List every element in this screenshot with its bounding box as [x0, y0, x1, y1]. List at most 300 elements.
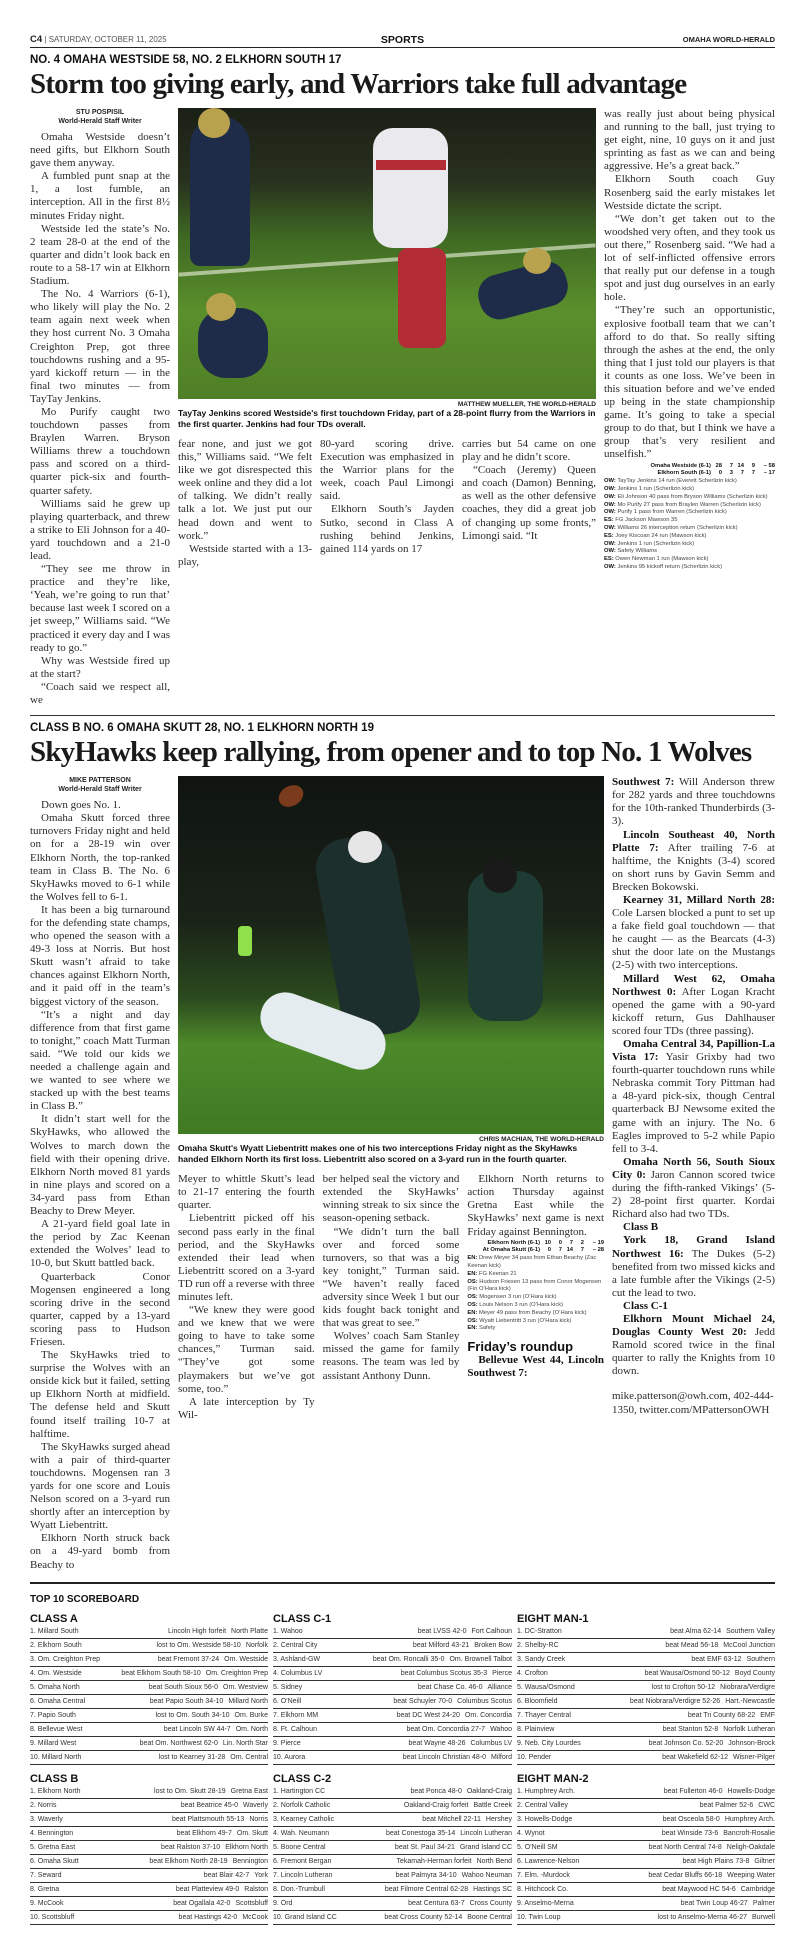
scoreboard-row [273, 1625, 512, 1639]
team: 8. Plainview [517, 1725, 555, 1733]
next-opponent: McCook [242, 1913, 268, 1921]
team: 7. Thayer Central [517, 1711, 571, 1719]
article1-byline [30, 108, 170, 126]
quarter-score: 0 [718, 470, 722, 477]
next-opponent: Niobrara/Verdigre [720, 1683, 775, 1691]
scoreboard-row [517, 1639, 775, 1653]
team: 6. Lawrence-Nelson [517, 1857, 580, 1865]
next-opponent: Wahoo [490, 1725, 512, 1733]
roundup-lead: Kearney 31, Millard North 28: [623, 893, 775, 906]
roundup-item [612, 894, 775, 973]
result: beat North Central 74-8 [648, 1843, 722, 1851]
scoreboard-row [30, 1841, 268, 1855]
result: beat Om. Roncalli 35-0 [372, 1655, 445, 1663]
result: beat High Plains 73-8 [682, 1857, 750, 1865]
scoring-play [604, 502, 775, 510]
next-opponent: Wahoo Neuman [461, 1871, 512, 1879]
paragraph: carries but 54 came on one play and he didn’t score. [462, 438, 596, 464]
next-opponent: Om. Westview [223, 1683, 268, 1691]
scoreboard-row [30, 1723, 268, 1737]
scoreboard-row [30, 1827, 268, 1841]
quarter-score: 7 [580, 1247, 585, 1254]
team-name: Elkhorn North (6-1) [487, 1239, 541, 1246]
scoreboard-row [273, 1737, 512, 1751]
next-opponent: Hart.-Newcastle [725, 1697, 775, 1705]
play-text: Safety [478, 1325, 496, 1332]
team: 9. Millard West [30, 1739, 77, 1747]
result: beat Palmyra 34-10 [395, 1871, 457, 1879]
scoring-play [604, 486, 775, 494]
paragraph: It didn’t start well for the SkyHawks, who allowed the Wolves to march down the field with their opening drive. Elkhorn North moved 81 yards in nine plays and scored on a 34-yard pass from Ethan Beachy to Drew Meyer. [30, 1113, 170, 1218]
next-opponent: Southern [746, 1655, 775, 1663]
scoreboard-row [517, 1827, 775, 1841]
roundup-text: Jedd Ramold scored twice in the final quarter to rally the Knights from 10 down. [612, 1326, 775, 1378]
result: beat LVSS 42-0 [417, 1627, 467, 1635]
team-code: EN: [467, 1270, 478, 1277]
play-text: Drew Meyer 34 pass from Ethan Beachy (Zac Keenan kick) [467, 1255, 597, 1269]
next-opponent: Bancroft-Rosalie [723, 1829, 775, 1837]
next-opponent: Millard North [228, 1697, 268, 1705]
scoring-play [604, 533, 775, 541]
article1-headline: Storm too giving early, and Warriors take full advantage [30, 68, 687, 100]
next-opponent: Southern Valley [726, 1627, 775, 1635]
next-opponent: Om. Creighton Prep [205, 1669, 268, 1677]
team: 4. Wah. Neumann [273, 1829, 330, 1837]
quarter-score: 7 [751, 470, 755, 477]
scoreboard-row [517, 1883, 775, 1897]
scoreboard-row [273, 1723, 512, 1737]
scoring-play [604, 548, 775, 556]
result: beat Columbus Scotus 35-3 [400, 1669, 488, 1677]
scoreboard-row [30, 1639, 268, 1653]
roundup-text: Will Anderson threw for 282 yards and three touchdowns for the 10th-ranked Thunderbirds (3-3). [612, 776, 775, 828]
paragraph: The SkyHawks tried to surprise the Wolves with an onside kick but it failed, setting up Elkhorn North at midfield. The defense held and Skutt found itself trailing 10-7 at halftime. [30, 1349, 170, 1440]
next-opponent: Alliance [487, 1683, 512, 1691]
scoreboard-row [30, 1813, 268, 1827]
paragraph: It has been a big turnaround for the defending state champs, who opened the season with a 49-3 loss at Norris. But host Skutt wasn’t afraid to take chances against Elkhorn North, and it paid off in the team’s biggest victory of the season. [30, 903, 170, 1008]
team: 9. Neb. City Lourdes [517, 1739, 581, 1747]
article2-col-3 [467, 1173, 604, 1422]
scoreboard-row [517, 1723, 775, 1737]
quarter-score: 2 [580, 1239, 585, 1246]
team: 5. Wausa/Osmond [517, 1683, 575, 1691]
team: 10. Scottsbluff [30, 1913, 75, 1921]
article1-kicker: NO. 4 OMAHA WESTSIDE 58, NO. 2 ELKHORN SOUTH 17 [30, 54, 342, 66]
scoreboard-row [30, 1737, 268, 1751]
spacer [30, 1765, 268, 1771]
scoreboard-row [30, 1653, 268, 1667]
scoreboard-row [30, 1709, 268, 1723]
scoreboard-row [517, 1625, 775, 1639]
article1-lower-columns [178, 438, 596, 569]
next-opponent: Ralston [244, 1885, 268, 1893]
scoreboard-row [30, 1681, 268, 1695]
team-code: OW: [604, 493, 616, 500]
next-opponent: Cross County [469, 1899, 512, 1907]
article2-col-0 [30, 776, 170, 1572]
team: 3. Sandy Creek [517, 1655, 566, 1663]
team-code: OW: [604, 509, 616, 516]
result: lost to Om. South 34-10 [155, 1711, 230, 1719]
roundup-heading: Friday’s roundup [467, 1339, 574, 1355]
result: beat Conestoga 35-14 [385, 1829, 456, 1837]
paragraph: Westside led the state’s No. 2 team 28-0 at the end of the quarter and didn’t look back en route to a 58-17 win at Elkhorn Stadium. [30, 222, 170, 288]
play-text: TayTay Jenkins 14 run (Everett Scherlizin kick) [617, 478, 737, 485]
paragraph: “We don’t get taken out to the woodshed very often, and they took us out there,” Rosenberg said. “We had a lot of self-inflicted offensive errors that really put our defense in a tough spot and just dug ourselves in an early hole. [604, 212, 775, 304]
scoreboard-row [517, 1897, 775, 1911]
byline-name: STU POSPISIL [75, 109, 125, 116]
byline-name: MIKE PATTERSON [69, 777, 131, 785]
result: beat Platteview 49-0 [175, 1885, 240, 1893]
article1-col-4-text [604, 108, 775, 462]
class-heading: CLASS C-1 [273, 1612, 332, 1625]
article1-boxscore [604, 463, 775, 572]
next-opponent: Waverly [242, 1801, 268, 1809]
quarter-score: 7 [740, 470, 744, 477]
final-score: – 28 [592, 1247, 605, 1254]
result: beat Elkhorn North 28-19 [149, 1857, 228, 1865]
next-opponent: North Bend [476, 1857, 512, 1865]
next-opponent: Humphrey Arch. [724, 1815, 775, 1823]
next-opponent: Oakland-Craig [466, 1787, 512, 1795]
next-opponent: Lincoln Lutheran [460, 1829, 512, 1837]
team: 10. Grand Island CC [273, 1913, 337, 1921]
result: lost to Kearney 31-28 [158, 1753, 226, 1761]
article2-headline: SkyHawks keep rallying, from opener and to top No. 1 Wolves [30, 736, 752, 769]
scoreboard-row [30, 1911, 268, 1925]
paragraph: Mo Purify caught two touchdown passes from Braylen Warren. Bryson Williams threw a touchdown pass and scored on a third-quarter pick-six and fourth-quarter safety. [30, 405, 170, 497]
result: beat EMF 63-12 [691, 1655, 742, 1663]
article2-col-2 [323, 1173, 460, 1422]
paragraph: ber helped seal the victory and extended the SkyHawks’ winning streak to six since the season-opening setback. [322, 1173, 460, 1225]
article1-col-4 [604, 108, 775, 572]
result: beat Tri County 68-22 [687, 1711, 756, 1719]
final-value: 17 [768, 470, 775, 477]
team: 5. Gretna East [30, 1843, 76, 1851]
class-heading: CLASS C-2 [273, 1772, 332, 1785]
paragraph: Elkhorn South’s Jayden Sutko, second in Class A rushing behind Jenkins, gained 114 yards on 17 [320, 503, 454, 555]
scoreboard-row [517, 1869, 775, 1883]
scoring-play [604, 509, 775, 517]
roundup-text: The Dukes (5-2) benefited from two missed kicks and a late fumble after the Vikings (2-5) cut the lead to two. [612, 1247, 775, 1299]
next-opponent: Fort Calhoun [471, 1627, 512, 1635]
team: 2. Elkhorn South [30, 1641, 82, 1649]
article2-photo-credit: CHRIS MACHIAN, THE WORLD-HERALD [479, 1136, 604, 1144]
next-opponent: Broken Bow [474, 1641, 512, 1649]
team: 5. Sidney [273, 1683, 303, 1691]
scoreboard-row [273, 1841, 512, 1855]
scoreboard-row [517, 1653, 775, 1667]
result: beat Ogallala 42-0 [173, 1899, 231, 1907]
next-opponent: Howells-Dodge [727, 1787, 775, 1795]
paragraph: fear none, and just we got this,” Williams said. “We felt like we got disrespected this week online and they did a lot of talking. We didn’t really talk a lot. We just put our head down and went to work.” [178, 438, 312, 542]
result: beat Chase Co. 46-0 [417, 1683, 483, 1691]
paragraph: “We didn’t turn the ball over and forced some turnovers, so that was a big key tonight,” Turman said. “We haven’t really faced adversity since Week 1 but our kids fought back tonight and that was great to see.” [322, 1225, 460, 1330]
class-heading: CLASS A [30, 1612, 78, 1625]
scoring-play [467, 1279, 604, 1295]
roundup-lead: Lincoln Southeast 40, North Platte 7: [612, 828, 775, 854]
final-value: 28 [597, 1247, 605, 1254]
play-text: Meyer 49 pass from Beachy (O’Hara kick) [478, 1309, 587, 1316]
team: 5. O'Neill SM [517, 1843, 558, 1851]
article1-photo-caption: TayTay Jenkins scored Westside's first touchdown Friday, part of a 28-point flurry from the Warriors in the first quarter. Jenkins had four TDs overall. [178, 408, 596, 429]
scoreboard-row [30, 1695, 268, 1709]
play-text: FG Jackson Mawson 35 [615, 517, 678, 524]
roundup-lead: Elkhorn Mount Michael 24, Douglas County West 20: [612, 1312, 775, 1339]
next-opponent: Palmer [752, 1899, 775, 1907]
result: beat Lincoln Christian 48-0 [402, 1753, 486, 1761]
next-opponent: Columbus LV [470, 1739, 512, 1747]
scoreboard-row [273, 1799, 512, 1813]
next-opponent: North Platte [231, 1627, 268, 1635]
next-opponent: Om. Skutt [236, 1829, 268, 1837]
result: beat Osceola 58-0 [662, 1815, 720, 1823]
result: beat South Sioux 56-0 [148, 1683, 218, 1691]
result: beat Elkhorn South 58-10 [121, 1669, 201, 1677]
scoring-play [604, 564, 775, 572]
team-code: OS: [467, 1317, 478, 1324]
team: 6. Bloomfield [517, 1697, 558, 1705]
scoreboard-column-3 [517, 1611, 775, 1925]
class-heading: CLASS B [30, 1772, 79, 1785]
roundup-lead: Bellevue West 44, Lincoln Southwest 7: [467, 1354, 605, 1380]
result: Oakland-Craig forfeit [403, 1801, 469, 1809]
next-opponent: Burwell [752, 1913, 775, 1921]
next-opponent: Wisner-Pilger [732, 1753, 775, 1761]
play-text: Jenkins 1 run (Scherlizin kick) [617, 485, 695, 492]
article1-col-0 [30, 108, 170, 707]
team: 10. Aurora [273, 1753, 306, 1761]
quarter-score: 28 [715, 462, 722, 469]
next-opponent: Columbus Scotus [457, 1697, 512, 1705]
scoring-play [604, 556, 775, 564]
roundup-lead: Class C-1 [623, 1299, 668, 1312]
scoreboard-row [517, 1813, 775, 1827]
next-opponent: Pierce [492, 1669, 512, 1677]
section-name: SPORTS [380, 34, 425, 46]
result: beat Fremont 37-24 [157, 1655, 220, 1663]
result: beat Ralston 37-10 [161, 1843, 221, 1851]
scoreboard-row [30, 1897, 268, 1911]
roundup-item [612, 1234, 775, 1299]
scoreboard-row [517, 1681, 775, 1695]
team: 1. Millard South [30, 1627, 79, 1635]
play-text: Mo Purify 27 pass from Braylen Warren (Scherlizin kick) [617, 501, 761, 508]
quarter-score: 0 [558, 1239, 563, 1246]
paragraph: Williams said he grew up playing quarterback, and threw a strike to Eli Johnson for a 40-yard touchdown and a 21-0 lead. [30, 497, 170, 562]
team-code: OW: [604, 548, 616, 555]
team: 2. Shelby-RC [517, 1641, 559, 1649]
next-opponent: Om. Central [230, 1753, 268, 1761]
scoreboard-row [30, 1625, 268, 1639]
team-code: EN: [467, 1255, 478, 1262]
paragraph: Elkhorn South coach Guy Rosenberg said the early mistakes let Westside dictate the script. [604, 173, 775, 212]
play-text: Joey Kiscoan 24 run (Mawson kick) [615, 532, 707, 539]
roundup-item [612, 1313, 775, 1378]
result: beat Ponca 48-0 [410, 1787, 462, 1795]
article2-col-3-text [467, 1173, 604, 1238]
team-code: EN: [467, 1325, 478, 1332]
roundup-text: Yasir Grixby had two fourth-quarter touchdown runs while Nebraska commit Tory Pittman had a 48-yard pick-six, though Central quarterback BJ Newsome exited the game with an injury. The No. 6 Eagles improved to 5-2 while Papio fell to 3-4. [612, 1051, 775, 1155]
team-code: OS: [467, 1301, 478, 1308]
scoreboard-row [517, 1751, 775, 1765]
result: beat Mead 56-18 [665, 1641, 719, 1649]
next-opponent: Elkhorn North [225, 1843, 268, 1851]
team: 3. Ashland-GW [273, 1655, 321, 1663]
team: 2. Norris [30, 1801, 57, 1809]
scoreboard-row [273, 1897, 512, 1911]
paragraph: Elkhorn North returns to action Thursday against Gretna East while the SkyHawks’ next game is next Friday against Bennington. [467, 1173, 605, 1238]
result: beat Wausa/Osmond 50-12 [644, 1669, 730, 1677]
team: 4. Crofton [517, 1669, 548, 1677]
article2 [30, 776, 775, 1572]
quarter-score: 14 [737, 462, 744, 469]
play-text: Owen Newman 1 run (Mawson kick) [615, 556, 709, 563]
quarter-score: 7 [729, 462, 733, 469]
publication-name: OMAHA WORLD-HERALD [682, 35, 775, 44]
next-opponent: McCool Junction [723, 1641, 775, 1649]
team: 5. Boone Central [273, 1843, 326, 1851]
quarter-score: 14 [566, 1247, 574, 1254]
scoring-play [467, 1294, 604, 1302]
roundup-item-0 [467, 1354, 604, 1380]
next-opponent: Johnson-Brock [728, 1739, 775, 1747]
result: beat Plattsmouth 55-13 [171, 1815, 245, 1823]
roundup-item [612, 1038, 775, 1156]
team: 10. Twin Loup [517, 1913, 561, 1921]
article1-photo-credit: MATTHEW MUELLER, THE WORLD-HERALD [457, 401, 596, 408]
football-icon [275, 781, 308, 811]
next-opponent: Hershey [485, 1815, 512, 1823]
team-code: OS: [467, 1278, 478, 1285]
next-opponent: Om. Burke [234, 1711, 268, 1719]
article2-game-photo [178, 776, 604, 1134]
article1-game-photo [178, 108, 596, 399]
paragraph: 80-yard scoring drive. Execution was emphasized in the Warrior plans for the week, coach Paul Limongi said. [320, 438, 454, 503]
team: 9. Anselmo-Merna [517, 1899, 574, 1907]
team-name: Elkhorn South (6-1) [657, 470, 711, 477]
next-opponent: Weeping Water [727, 1871, 775, 1879]
play-text: Mogensen 3 run (O’Hara kick) [479, 1294, 557, 1301]
scoreboard-row [273, 1827, 512, 1841]
article2-lower-columns [178, 1173, 604, 1422]
article1-center [178, 108, 596, 569]
result: beat Wakefield 62-12 [662, 1753, 728, 1761]
scoreboard-row [273, 1653, 512, 1667]
paragraph: A late interception by Ty Wil- [178, 1395, 315, 1421]
team-code: OS: [467, 1294, 478, 1301]
linescore-row [467, 1247, 604, 1255]
article2-photo-caption: Omaha Skutt's Wyatt Liebentritt makes one of his two interceptions Friday night as the SkyHawks handed Elkhorn North its first loss. Liebentritt also scored on a 3-yard run in the fourth quarter. [178, 1143, 578, 1165]
roundup-lead: York 18, Grand Island Northwest 16: [612, 1234, 775, 1260]
quarter-score: 7 [569, 1239, 574, 1246]
paragraph: Omaha Skutt forced three turnovers Friday night and held on for a 28-19 win over Elkhorn North, the top-ranked team in Class B. The No. 6 SkyHawks moved to 6-1 while the Wolves fell to 6-1. [30, 812, 170, 903]
team-code: OW: [604, 478, 616, 485]
roundup-item [612, 973, 775, 1038]
play-text: Williams 26 interception return (Scherlizin kick) [617, 524, 738, 531]
scoring-play [604, 517, 775, 525]
scoring-play [604, 478, 775, 486]
next-opponent: Giltner [754, 1857, 775, 1865]
next-opponent: Boone Central [467, 1913, 512, 1921]
team: 8. Ft. Calhoun [273, 1725, 317, 1733]
team: 7. Elm. -Murdock [517, 1871, 570, 1879]
scoring-play [467, 1310, 604, 1318]
scoreboard-row [30, 1869, 268, 1883]
reporter-contact: mike.patterson@owh.com, 402-444-1350, twitter.com/MPattersonOWH [612, 1390, 774, 1416]
paragraph: was really just about being physical and running to the ball, just trying to get eight, nine, 10 guys on it and just sprinting as fast as we can and being aggressive. He’s a great back.” [604, 108, 775, 173]
next-opponent: Om. Westside [224, 1655, 268, 1663]
scoreboard-row [273, 1751, 512, 1765]
result: beat Om. Concordia 27-7 [406, 1725, 486, 1733]
article2-col-1 [178, 1173, 315, 1422]
team-code: OW: [604, 524, 616, 531]
team: 9. McCook [30, 1899, 64, 1907]
next-opponent: York [254, 1871, 268, 1879]
article2-kicker: CLASS B NO. 6 OMAHA SKUTT 28, NO. 1 ELKHORN NORTH 19 [30, 722, 374, 735]
roundup-item [612, 776, 775, 828]
scoring-play [467, 1302, 604, 1310]
next-opponent: Norris [249, 1815, 268, 1823]
team: 1. Humphrey Arch. [517, 1787, 575, 1795]
article1-col-0-text [30, 131, 170, 707]
scoreboard-row [30, 1785, 268, 1799]
result: beat Alma 62-14 [670, 1627, 722, 1635]
play-text: Wyatt Liebentritt 3 run (O’Hara kick) [479, 1317, 572, 1324]
quarter-score: 0 [547, 1247, 552, 1254]
result: beat Fullerton 46-0 [663, 1787, 723, 1795]
result: Tekamah-Herman forfeit [396, 1857, 472, 1865]
result: beat Cross County 52-14 [384, 1913, 463, 1921]
final-value: 19 [597, 1239, 605, 1246]
paragraph: Liebentritt picked off his second pass early in the final period, and the SkyHawks extended their lead when Liebentritt scored on a 3-yard TD run off a reverse with three minutes left. [178, 1212, 315, 1303]
result: beat Johnson Co. 52-20 [648, 1739, 724, 1747]
next-opponent: Om. Concordia [464, 1711, 512, 1719]
team-code: ES: [604, 517, 614, 524]
result: beat Filmore Central 62-28 [384, 1885, 469, 1893]
roundup-text: After Logan Kracht opened the game with a 90-yard kickoff return, Gus Dahlhauser scored four TDs (three passing). [612, 985, 775, 1037]
final-score: – 19 [592, 1239, 605, 1246]
team-code: OW: [604, 501, 616, 508]
result: beat Om. Northwest 62-0 [139, 1739, 218, 1747]
scoreboard-row [517, 1695, 775, 1709]
roundup-text: Jaron Cannon scored twice during the fifth-ranked Vikings’ (5-2) 28-point first quarter. Kordai Richard also had two TDs. [612, 1168, 776, 1221]
play-text: FG Keenan 21 [478, 1270, 517, 1277]
paragraph: “We knew they were good and we knew that we were going to have to take some chances,” Turman said. “They’ve got some playmakers but we’ve got some, too.” [178, 1304, 315, 1395]
result: beat Papio South 34-10 [149, 1697, 224, 1705]
page-number: C4 [30, 34, 43, 45]
scoreboard-row [517, 1667, 775, 1681]
scoreboard [30, 1611, 775, 1925]
team: 4. Om. Westside [30, 1669, 82, 1677]
scoreboard-row [30, 1799, 268, 1813]
scoreboard-column-1 [30, 1611, 268, 1925]
team: 7. Seward [30, 1871, 62, 1879]
team: 10. Pender [517, 1753, 552, 1761]
paragraph: Meyer to whittle Skutt’s lead to 21-17 entering the fourth quarter. [178, 1173, 315, 1212]
team-name: Omaha Westside (6-1) [650, 462, 711, 469]
scoreboard-row [517, 1799, 775, 1813]
class-heading: EIGHT MAN-2 [517, 1772, 589, 1785]
team-code: EN: [467, 1309, 478, 1316]
scoring-play [604, 541, 775, 549]
scoring-play [604, 494, 775, 502]
scoreboard-row [517, 1911, 775, 1925]
team: 4. Bennington [30, 1829, 74, 1837]
paragraph: “Coach said we respect all, we [30, 680, 170, 707]
paragraph: Why was Westside fired up at the start? [30, 654, 170, 680]
result: beat Stanton 52-8 [662, 1725, 719, 1733]
